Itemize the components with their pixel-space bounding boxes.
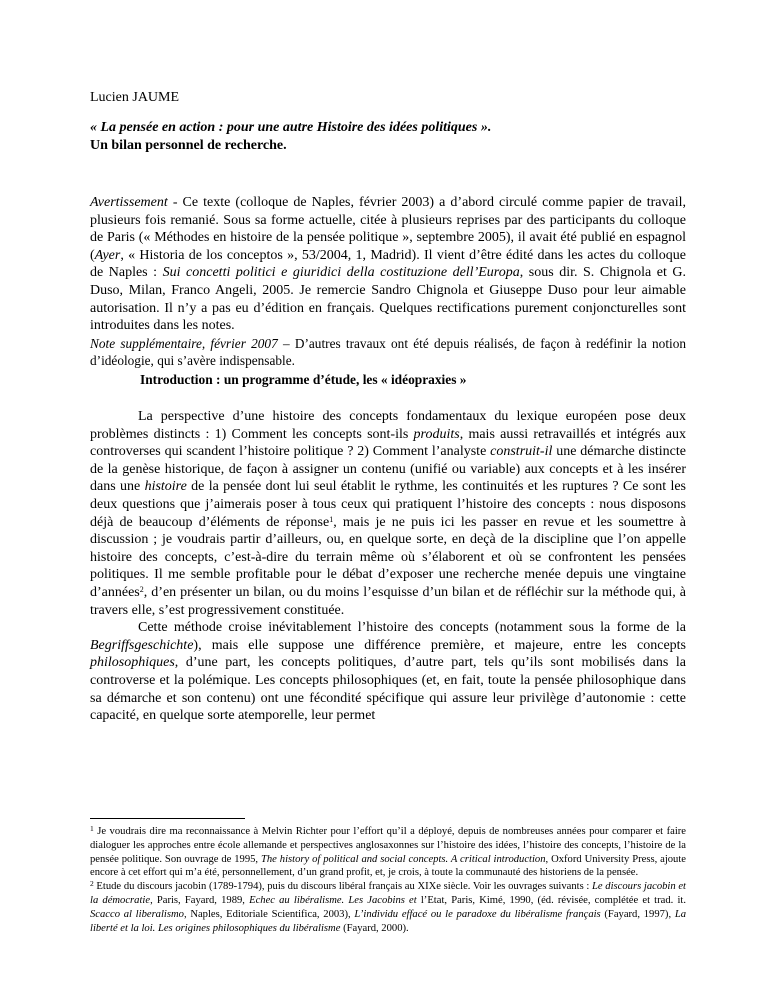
footnote-2: $^2$ Etude du discours jacobin (1789-1794), puis du discours libéral français au XIXe siècle. Voir les ouvrages suivants : Le discours jacobin et la démocratie, Paris, Fayard, 1989, Echec au libéralisme. Les Jacobins et l’Etat, Paris, Kimé, 1990, (éd. révisée, complétée et trad. it. Scacco al liberalismo, Naples, Editoriale Scientifica, 2003), L’individu effacé ou le paradoxe du libéralisme français (Fayard, 1997), La liberté et la loi. Les origines philosophiques du libéralisme (Fayard, 2000). bbox=[90, 879, 687, 934]
note-label: Note supplémentaire, février 2007 bbox=[90, 335, 278, 351]
footnote-ref-1: 1 bbox=[329, 514, 334, 524]
intro-paragraph-1: La perspective d’une histoire des concepts fondamentaux du lexique européen pose deux problèmes distincts : 1) Comment les concepts sont-ils produits, mais aussi retravaillés et intégrés aux controverses qui scandent l’histoire politique ? 2) Comment l’analyste construit-il une démarche distincte de la genèse historique, de façon à assigner un contenu (unifié ou variable) aux concepts et à les insérer dans une histoire de la pensée dont lui seul établit le rythme, les continuités et les ruptures ? Ce sont les deux questions que j’aimerais poser à tous ceux qui pratiquent l’histoire des concepts : nous disposons déjà de beaucoup d’éléments de réponse$^1$, mais je ne puis ici les passer en revue et les soumettre à discussion ; je voudrais partir d’ailleurs, ou, en quelque sorte, en deçà de la discipline que l’on appelle histoire des concepts, c’est-à-dire du terrain même où s’élaborent et où se confrontent les pensées politiques. Il me semble profitable pour le débat d’exposer une recherche menée depuis une vingtaine d’années$^2$, d’en présenter un bilan, ou du moins l’esquisse d’un bilan et de réfléchir sur la méthode qui, à travers elle, s’est progressivement constituée. bbox=[90, 409, 686, 618]
avertissement-label: Avertissement bbox=[90, 195, 168, 210]
introduction-section bbox=[90, 408, 686, 725]
avertissement-section bbox=[90, 194, 686, 369]
footnote-1: $^1$ Je voudrais dire ma reconnaissance à Melvin Richter pour l’effort qu’il a déployé, depuis de nombreuses années pour comparer et faire dialoguer les approches entre école allemande et perspectives anglosaxonnes sur l’histoire des idées, l’histoire des concepts, l’histoire de la pensée politique. Son ouvrage de 1995, The history of political and social concepts. A critical introduction, Oxford University Press, ajoute encore à cet effort qui m’a été, personnellement, d’un grand profit, et, je crois, à toute la communauté des historiens de la pensée. bbox=[90, 824, 686, 879]
title-line-1: « La pensée en action : pour une autre Histoire des idées politiques ». bbox=[90, 120, 492, 135]
avertissement-paragraph: Avertissement - Ce texte (colloque de Naples, février 2003) a d’abord circulé comme papier de travail, plusieurs fois remanié. Sous sa forme actuelle, citée à plusieurs reprises par des participants du colloque de Paris (« Méthodes en histoire de la pensée politique », septembre 2005), il avait été publié en espagnol (Ayer, « Historia de los conceptos », 53/2004, 1, Madrid). Il vient d’être édité dans les actes du colloque de Naples : Sui concetti politici e giuridici della costituzione dell’Europa, sous dir. S. Chignola et G. Duso, Milan, Franco Angeli, 2005. Je remercie Sandro Chignola et Giuseppe Duso pour leur aimable autorisation. Il n’y a pas eu d’édition en français. Quelques rectifications purement conjoncturelles sont introduites dans les notes. bbox=[90, 195, 686, 334]
document-title bbox=[90, 119, 685, 155]
footnotes bbox=[90, 818, 686, 935]
section-heading: Introduction : un programme d’étude, les « idéopraxies » bbox=[140, 372, 467, 387]
footnote-divider bbox=[90, 818, 245, 819]
note-paragraph: Note supplémentaire, février 2007 – D’autres travaux ont été depuis réalisés, de façon à redéfinir la notion d’idéologie, qui s’avère indispensable. bbox=[90, 335, 687, 368]
title-line-2: Un bilan personnel de recherche. bbox=[90, 138, 287, 153]
author-name: Lucien JAUME bbox=[90, 90, 180, 105]
footnote-ref-2: 2 bbox=[139, 584, 144, 594]
intro-paragraph-2: Cette méthode croise inévitablement l’histoire des concepts (notamment sous la forme de la Begriffsgeschichte), mais elle suppose une différence première, et majeure, entre les concepts philosophiques, d’une part, les concepts politiques, d’autre part, tels qu’ils sont mobilisés dans la controverse et la polémique. Les concepts philosophiques (et, en fait, toute la pensée philosophique dans sa démarche et son contenu) ont une fécondité spécifique qui assure leur privilège d’autonomie : cette capacité, en quelque sorte atemporelle, leur permet bbox=[90, 620, 686, 724]
